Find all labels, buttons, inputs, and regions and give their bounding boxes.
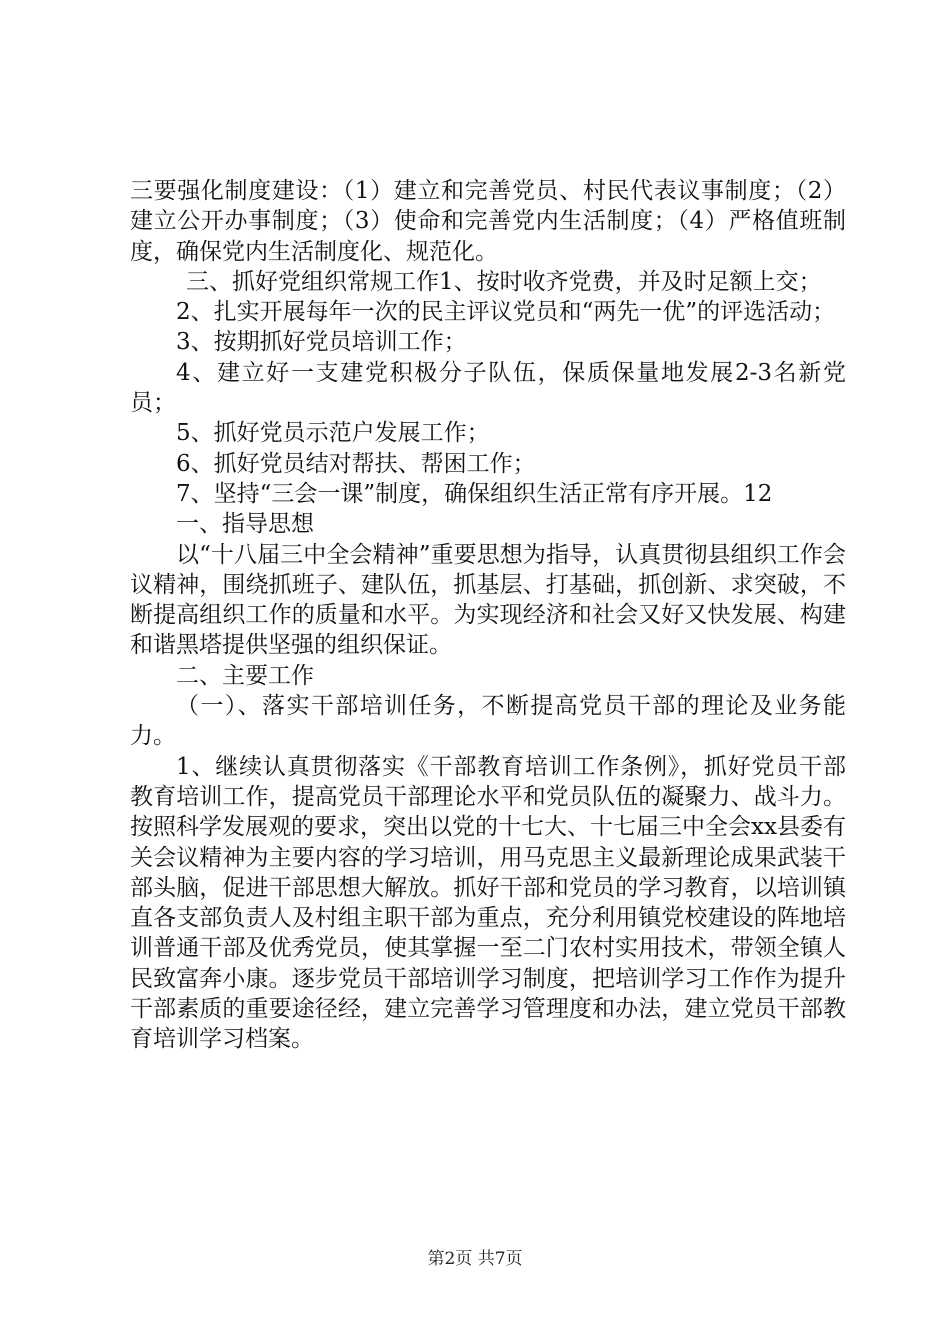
paragraph-institution-building: 三要强化制度建设：（1）建立和完善党员、村民代表议事制度；（2）建立公开办事制度；（3）使命和完善党内生活制度；（4）严格值班制度，确保党内生活制度化、规范化。 xyxy=(130,178,846,265)
paragraph-item-6: 6、抓好党员结对帮扶、帮困工作； xyxy=(176,450,536,477)
subsection-heading-training: （一）、落实干部培训任务，不断提高党员干部的理论及业务能力。 xyxy=(130,693,846,750)
page-footer: 第2页 共7页 xyxy=(427,1249,523,1269)
paragraph-item-7: 7、坚持“三会一课”制度，确保组织生活正常有序开展。12 xyxy=(176,480,773,507)
paragraph-item-2: 2、扎实开展每年一次的民主评议党员和“两先一优”的评选活动； xyxy=(176,299,836,326)
section-heading-main-work: 二、主要工作 xyxy=(176,662,314,689)
paragraph-item-5: 5、抓好党员示范户发展工作； xyxy=(176,420,490,447)
section-heading-guiding-thought: 一、指导思想 xyxy=(176,511,314,538)
paragraph-guiding-thought: 以“十八届三中全会精神”重要思想为指导，认真贯彻县组织工作会议精神，围绕抓班子、建队伍，抓基层、打基础，抓创新、求突破，不断提高组织工作的质量和水平。为实现经济和社会又好又快发展、构建和谐黑塔提供坚强的组织保证。 xyxy=(130,541,846,659)
paragraph-training-details: 1、继续认真贯彻落实《干部教育培训工作条例》，抓好党员干部教育培训工作，提高党员干部理论水平和党员队伍的凝聚力、战斗力。按照科学发展观的要求，突出以党的十七大、十七届三中全会xx县委有关会议精神为主要内容的学习培训，用马克思主义最新理论成果武装干部头脑，促进干部思想大解放。抓好干部和党员的学习教育，以培训镇直各支部负责人及村组主职干部为重点，充分利用镇党校建设的阵地培训普通干部及优秀党员，使其掌握一至二门农村实用技术，带领全镇人民致富奔小康。逐步党员干部培训学习制度，把培训学习工作作为提升干部素质的重要途径经，建立完善学习管理度和办法，建立党员干部教育培训学习档案。 xyxy=(130,753,846,1053)
paragraph-routine-work-heading: 三、抓好党组织常规工作1、按时收齐党费，并及时足额上交； xyxy=(186,268,822,295)
paragraph-item-3: 3、按期抓好党员培训工作； xyxy=(176,329,467,356)
document-body xyxy=(130,176,846,1055)
paragraph-item-4: 4、建立好一支建党积极分子队伍，保质保量地发展2-3名新党员； xyxy=(130,359,846,417)
